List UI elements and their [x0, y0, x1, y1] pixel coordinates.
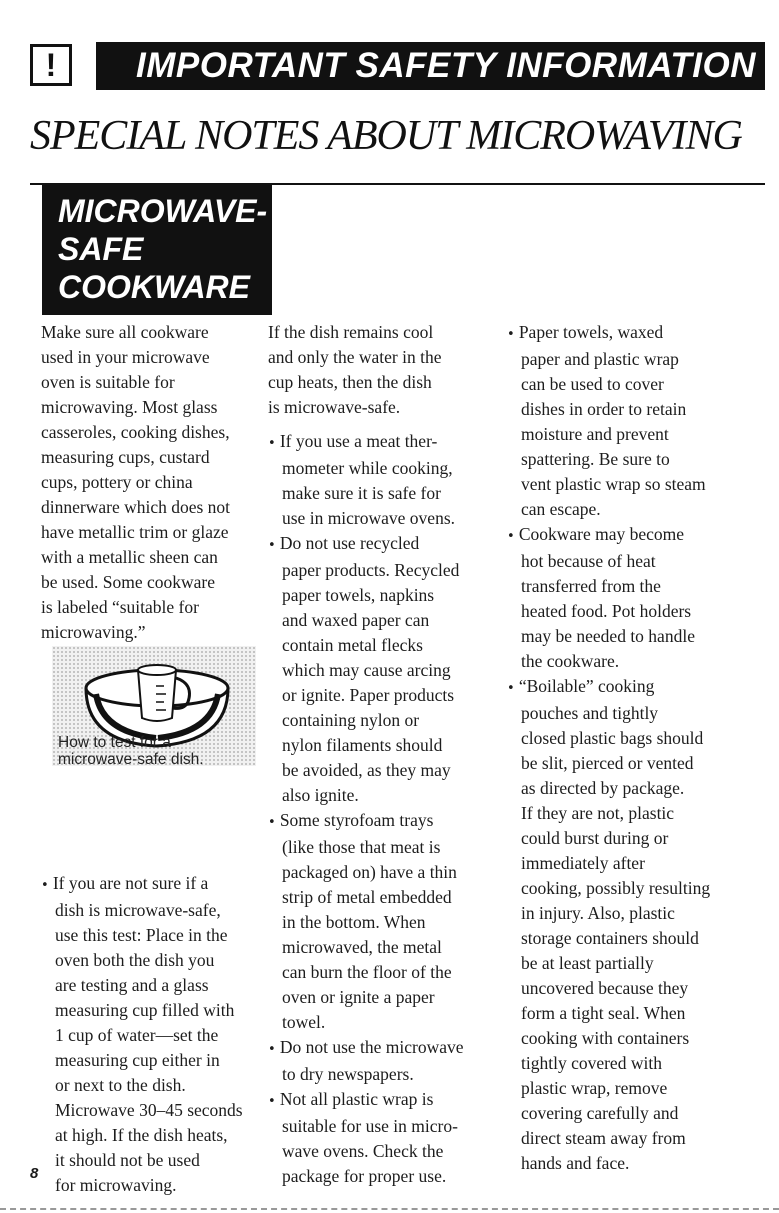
text-line: wave ovens. Check the	[282, 1141, 444, 1161]
text-line: are testing and a glass	[55, 975, 209, 995]
text-line: storage containers should	[521, 928, 699, 948]
text-line: uncovered because they	[521, 978, 689, 998]
text-line: dishes in order to retain	[521, 399, 687, 419]
hot-cookware-bullet	[507, 522, 779, 674]
text-line: immediately after	[521, 853, 645, 873]
text-line: oven or ignite a paper	[282, 987, 435, 1007]
text-line: plastic wrap, remove	[521, 1078, 668, 1098]
text-line: the cookware.	[521, 651, 620, 671]
text-line: casseroles, cooking dishes,	[41, 422, 230, 442]
section-title-line: COOKWARE	[58, 269, 250, 305]
text-line: for microwaving.	[55, 1175, 177, 1195]
text-line: package for proper use.	[282, 1166, 447, 1186]
text-line: paper towels, napkins	[282, 585, 435, 605]
text-line: Do not use the microwave	[279, 1037, 464, 1057]
dish-test-bullet	[41, 871, 263, 1198]
bullet-glyph: •	[41, 878, 53, 893]
text-line: used in your microwave	[41, 347, 210, 367]
text-line: spattering. Be sure to	[521, 449, 670, 469]
text-line: towel.	[282, 1012, 326, 1032]
safety-banner: IMPORTANT SAFETY INFORMATION	[96, 42, 765, 90]
text-line: direct steam away from	[521, 1128, 686, 1148]
text-line: contain metal flecks	[282, 635, 423, 655]
text-line: at high. If the dish heats,	[55, 1125, 228, 1145]
text-line: tightly covered with	[521, 1053, 662, 1073]
text-line: form a tight seal. When	[521, 1003, 686, 1023]
text-line: suitable for use in micro-	[282, 1116, 458, 1136]
bullet-glyph: •	[268, 538, 280, 553]
text-line: moisture and prevent	[521, 424, 669, 444]
text-line: is labeled “suitable for	[41, 597, 199, 617]
text-line: vent plastic wrap so steam	[521, 474, 706, 494]
figure-caption-line: microwave-safe dish.	[58, 751, 204, 768]
microwave-safe-dish-figure	[52, 646, 256, 766]
page-subtitle: SPECIAL NOTES ABOUT MICROWAVING	[30, 113, 742, 159]
section-title-line: SAFE	[58, 231, 144, 267]
text-line: may be needed to handle	[521, 626, 695, 646]
text-line: to dry newspapers.	[282, 1064, 414, 1084]
text-line: oven is suitable for	[41, 372, 175, 392]
text-line: and waxed paper can	[282, 610, 430, 630]
header	[30, 42, 765, 90]
text-line: microwaving. Most glass	[41, 397, 218, 417]
text-line: which may cause arcing	[282, 660, 451, 680]
paper-towels-bullet	[507, 320, 779, 522]
text-line: dinnerware which does not	[41, 497, 231, 517]
intro-paragraph	[41, 320, 263, 645]
text-line: have metallic trim or glaze	[41, 522, 229, 542]
text-line: Microwave 30–45 seconds	[55, 1100, 243, 1120]
text-line: If they are not, plastic	[521, 803, 675, 823]
column-3	[507, 320, 779, 1176]
text-line: be avoided, as they may	[282, 760, 451, 780]
text-line: If you are not sure if a	[52, 873, 209, 893]
text-line: heated food. Pot holders	[521, 601, 692, 621]
meat-thermometer-bullet	[268, 429, 500, 531]
text-line: or next to the dish.	[55, 1075, 186, 1095]
text-line: or ignite. Paper products	[282, 685, 455, 705]
bullet-glyph: •	[268, 815, 280, 830]
column-2	[268, 320, 500, 1189]
newspaper-bullet	[268, 1035, 500, 1087]
text-line: use this test: Place in the	[55, 925, 228, 945]
text-line: nylon filaments should	[282, 735, 443, 755]
text-line: microwaved, the metal	[282, 937, 442, 957]
text-line: measuring cup either in	[55, 1050, 220, 1070]
section-title-line: MICROWAVE-	[58, 193, 268, 229]
text-line: (like those that meat is	[282, 837, 441, 857]
text-line: microwaving.”	[41, 622, 146, 642]
text-line: If the dish remains cool	[268, 322, 434, 342]
text-line: in the bottom. When	[282, 912, 426, 932]
bullet-glyph: •	[268, 1042, 280, 1057]
text-line: also ignite.	[282, 785, 359, 805]
warning-symbol: !	[45, 46, 57, 83]
styrofoam-bullet	[268, 808, 500, 1035]
text-line: is microwave-safe.	[268, 397, 401, 417]
warning-icon	[30, 44, 72, 86]
text-line: make sure it is safe for	[282, 483, 441, 503]
column-1	[41, 320, 263, 645]
text-line: in injury. Also, plastic	[521, 903, 675, 923]
text-line: Paper towels, waxed	[518, 322, 664, 342]
text-line: hands and face.	[521, 1153, 630, 1173]
text-line: cup heats, then the dish	[268, 372, 432, 392]
text-line: closed plastic bags should	[521, 728, 704, 748]
text-line: it should not be used	[55, 1150, 200, 1170]
figure-caption-line: How to test for a	[58, 734, 171, 751]
text-line: be used. Some cookware	[41, 572, 215, 592]
text-line: containing nylon or	[282, 710, 420, 730]
bullet-glyph: •	[507, 327, 519, 342]
text-line: as directed by package.	[521, 778, 685, 798]
text-line: measuring cups, custard	[41, 447, 210, 467]
text-line: hot because of heat	[521, 551, 656, 571]
continuation-paragraph	[268, 320, 500, 420]
figure-caption	[58, 734, 248, 768]
text-line: paper and plastic wrap	[521, 349, 679, 369]
text-line: with a metallic sheen can	[41, 547, 218, 567]
text-line: can burn the floor of the	[282, 962, 452, 982]
text-line: cups, pottery or china	[41, 472, 193, 492]
text-line: packaged on) have a thin	[282, 862, 457, 882]
text-line: can escape.	[521, 499, 601, 519]
text-line: use in microwave ovens.	[282, 508, 456, 528]
bullet-glyph: •	[268, 1094, 280, 1109]
bullet-glyph: •	[268, 436, 280, 451]
bullet-glyph: •	[507, 681, 519, 696]
text-line: and only the water in the	[268, 347, 442, 367]
text-line: dish is microwave-safe,	[55, 900, 221, 920]
text-line: transferred from the	[521, 576, 661, 596]
page-edge	[0, 1208, 779, 1210]
recycled-paper-bullet	[268, 531, 500, 808]
plastic-wrap-bullet	[268, 1087, 500, 1189]
text-line: pouches and tightly	[521, 703, 659, 723]
text-line: If you use a meat ther-	[279, 431, 438, 451]
text-line: cooking with containers	[521, 1028, 690, 1048]
column-1-bullet	[41, 871, 263, 1207]
text-line: be slit, pierced or vented	[521, 753, 694, 773]
text-line: “Boilable” cooking	[518, 676, 655, 696]
text-line: be at least partially	[521, 953, 654, 973]
text-line: covering carefully and	[521, 1103, 679, 1123]
text-line: cooking, possibly resulting	[521, 878, 711, 898]
bullet-glyph: •	[507, 529, 519, 544]
text-line: Not all plastic wrap is	[279, 1089, 434, 1109]
text-line: can be used to cover	[521, 374, 664, 394]
text-line: measuring cup filled with	[55, 1000, 235, 1020]
text-line: paper products. Recycled	[282, 560, 460, 580]
boilable-pouches-bullet	[507, 674, 779, 1176]
page-number: 8	[30, 1165, 39, 1182]
text-line: Do not use recycled	[279, 533, 420, 553]
text-line: mometer while cooking,	[282, 458, 453, 478]
section-title	[42, 184, 272, 315]
text-line: 1 cup of water—set the	[55, 1025, 219, 1045]
text-line: strip of metal embedded	[282, 887, 452, 907]
text-line: could burst during or	[521, 828, 669, 848]
text-line: Some styrofoam trays	[279, 810, 434, 830]
text-line: oven both the dish you	[55, 950, 215, 970]
text-line: Make sure all cookware	[41, 322, 209, 342]
text-line: Cookware may become	[518, 524, 685, 544]
